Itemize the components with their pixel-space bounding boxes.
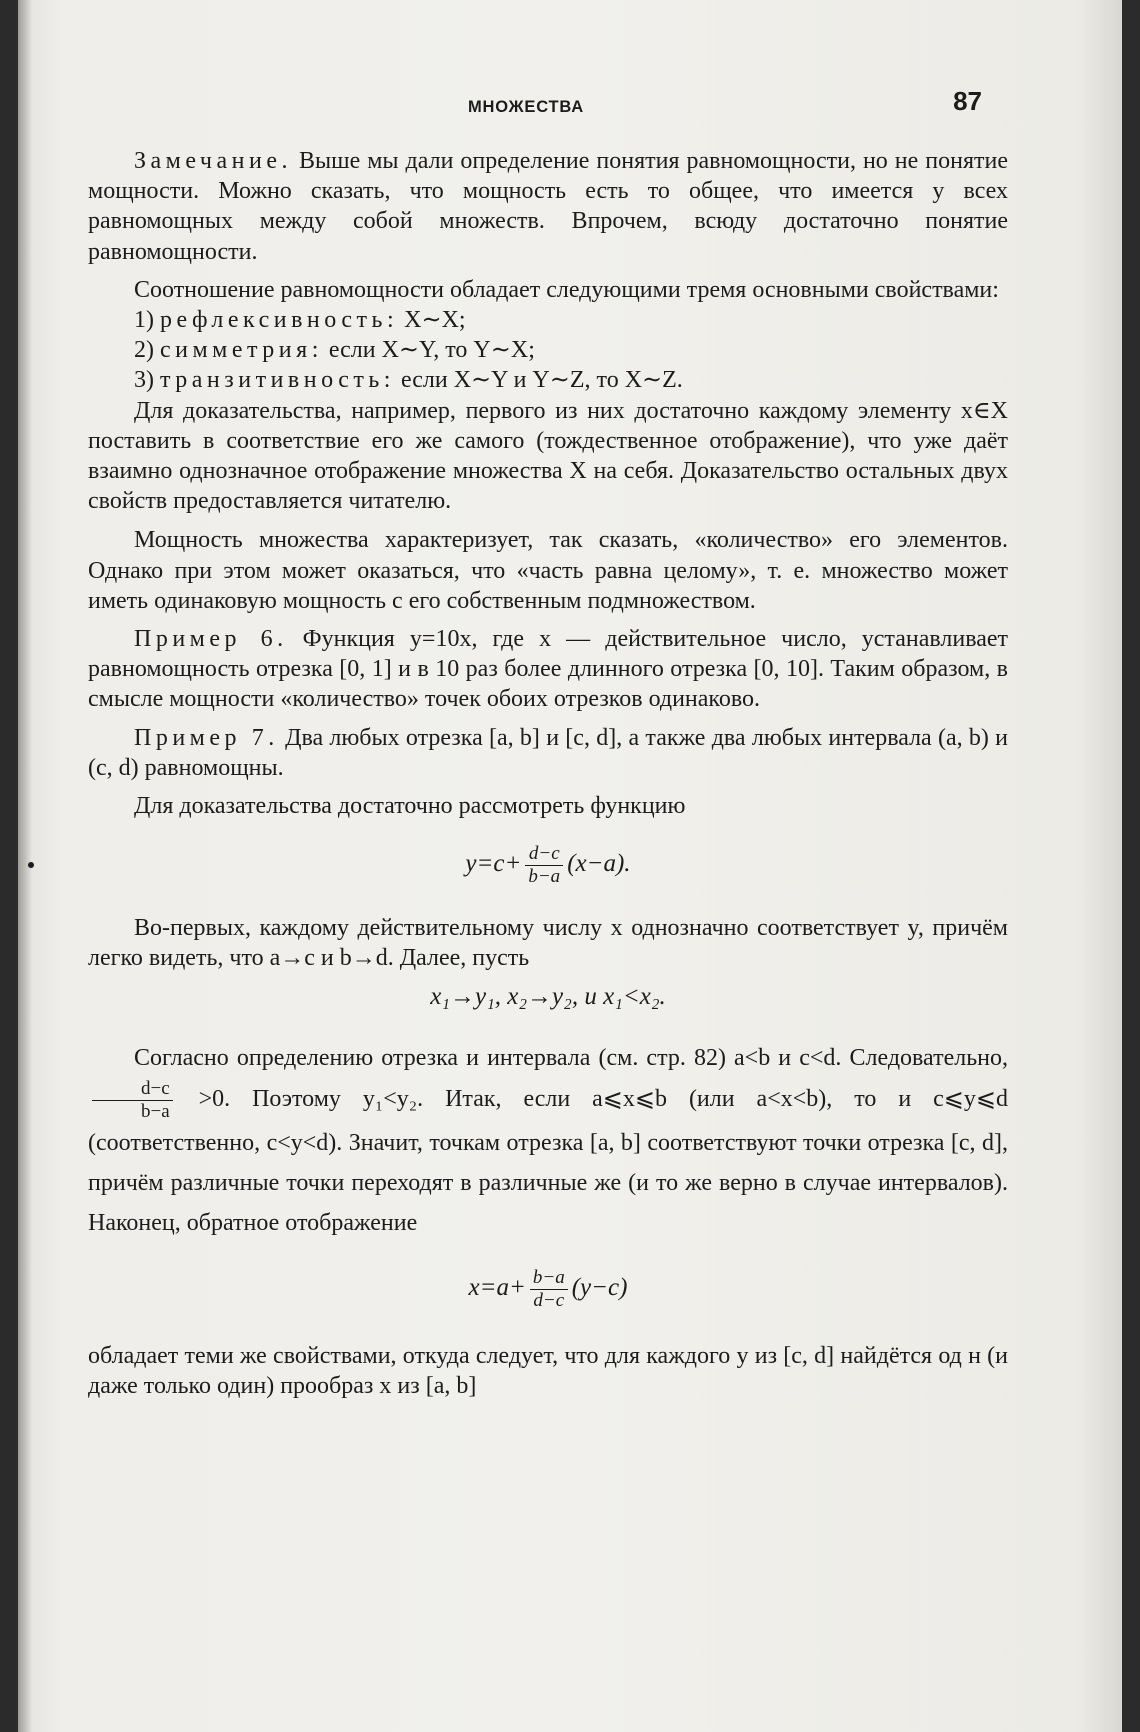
formula-y-fraction bbox=[525, 843, 563, 888]
mapping-display-text: x₁→y₁, x₂→y₂, и x₁<x₂. bbox=[430, 982, 666, 1010]
example7-label: Пример 7. bbox=[134, 724, 279, 751]
property-number: 1) bbox=[134, 307, 160, 334]
property-number: 2) bbox=[134, 337, 160, 364]
margin-ink-dot bbox=[28, 862, 34, 868]
formula-x-rhs: (y−c) bbox=[571, 1273, 628, 1301]
properties-intro: Соотношение равномощности обладает следующими тремя основными свойствами: bbox=[134, 276, 999, 303]
example7-paragraph bbox=[88, 723, 1008, 783]
example6-label: Пример 6. bbox=[134, 626, 288, 653]
property-item bbox=[134, 335, 1008, 365]
formula-x-fraction bbox=[530, 1267, 568, 1312]
monotone-text-part2: >0. Поэтому y₁<y₂. Итак, если a⩽x⩽b (или a<x<b), то и c⩽y⩽d (соответственно, c<y<d). Значит, точкам отрезка [a, b] соответствуют точки отрезка [c, d], причём различные точки переходят в различные же (и то же верно в случае интервалов). Наконец, обратное отображение bbox=[88, 1085, 1008, 1236]
property-text: если X∼Y, то Y∼X; bbox=[322, 337, 535, 364]
book-page bbox=[18, 0, 1122, 1732]
formula-y-numerator: d−c bbox=[525, 843, 563, 866]
properties-proof: Для доказательства, например, первого из них достаточно каждому элементу x∈X поставить в соответствие его же самого (тождественное отображение), что уже даёт взаимно однозначное отображение множества X на себя. Доказательство остальных двух свойств предоставляется читателю. bbox=[88, 397, 1008, 515]
formula-x bbox=[88, 1251, 1008, 1341]
monotone-fraction-numerator: d−c bbox=[92, 1078, 173, 1101]
monotone-fraction-denominator: b−a bbox=[141, 1100, 170, 1122]
mapping-display bbox=[88, 980, 1008, 1038]
monotone-fraction bbox=[92, 1078, 173, 1123]
remark-label: Замечание. bbox=[134, 148, 292, 174]
formula-y bbox=[88, 823, 1008, 913]
formula-x-denominator: d−c bbox=[533, 1289, 565, 1311]
remark-text: Выше мы дали определение понятия равномощности, но не понятие мощности. Можно сказать, что мощность есть то общее, что имеется у всех равномощных между собой множеств. Впрочем, всюду достаточно понятие равномощности. bbox=[88, 148, 1008, 265]
formula-y-denominator: b−a bbox=[528, 866, 561, 888]
property-item bbox=[134, 305, 1008, 335]
monotone-text-part1: Согласно определению отрезка и интервала (см. стр. 82) a<b и c<d. Следовательно, bbox=[134, 1044, 1008, 1071]
last-paragraph: обладает теми же свойствами, откуда следует, что для каждого y из [c, d] найдётся од н (и даже только один) прообраз x из [a, b] bbox=[88, 1342, 1008, 1399]
property-name: симметрия: bbox=[160, 337, 323, 364]
property-number: 3) bbox=[134, 367, 160, 394]
formula-y-rhs: (x−a). bbox=[567, 850, 631, 878]
running-head: МНОЖЕСТВА bbox=[468, 98, 584, 116]
example6-paragraph bbox=[88, 624, 1008, 715]
property-item bbox=[134, 365, 1008, 395]
consider-function: Для доказательства достаточно рассмотреть функцию bbox=[134, 793, 686, 820]
property-name: транзитивность: bbox=[160, 367, 395, 394]
page-number: 87 bbox=[953, 86, 982, 116]
first-paragraph: Во-первых, каждому действительному числу x однозначно соответствует y, причём легко видеть, что a→c и b→d. Далее, пусть bbox=[88, 915, 1008, 972]
example6-text: Функция y=10x, где x — действительное число, устанавливает равномощность отрезка [0, 1] и в 10 раз более длинного отрезка [0, 10]. Таким образом, в смысле мощности «количество» точек обоих отрезков одинаково. bbox=[88, 626, 1009, 713]
property-name: рефлексивность: bbox=[160, 307, 399, 334]
example7-text: Два любых отрезка [a, b] и [c, d], а также два любых интервала (a, b) и (c, d) равномощны. bbox=[88, 724, 1009, 781]
cardinality-note: Мощность множества характеризует, так сказать, «количество» его элементов. Однако при этом может оказаться, что «часть равна целому», т. е. множество может иметь одинаковую мощность с его собственным подмножеством. bbox=[88, 527, 1008, 614]
main-text bbox=[88, 146, 1008, 1401]
formula-x-lhs: x=a+ bbox=[468, 1273, 526, 1301]
formula-x-numerator: b−a bbox=[530, 1267, 568, 1290]
formula-y-lhs: y=c+ bbox=[465, 850, 522, 878]
remark-paragraph bbox=[88, 146, 1008, 267]
property-text: если X∼Y и Y∼Z, то X∼Z. bbox=[394, 367, 683, 394]
property-text: X∼X; bbox=[398, 307, 466, 334]
monotone-paragraph bbox=[88, 1038, 1008, 1243]
